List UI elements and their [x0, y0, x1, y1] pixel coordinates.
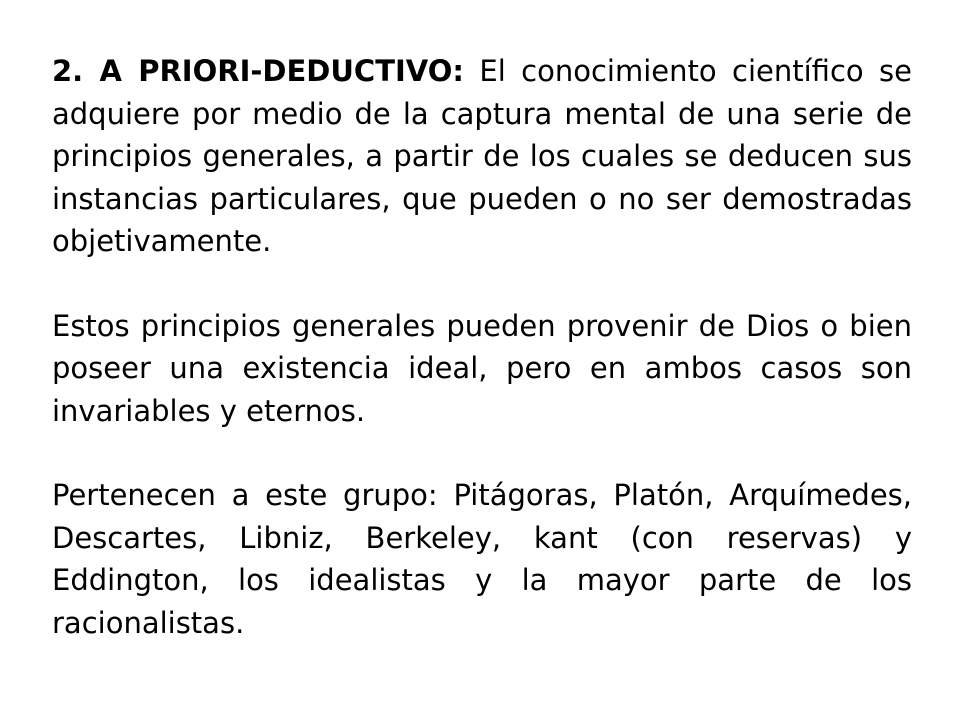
definition-text: El conocimiento científico se adquiere por medio de la captura mental de una serie de principios generales, a partir de los cuales se deducen sus instancias particulares, que pueden o no ser demostradas objetivamente. — [52, 54, 913, 258]
slide-content — [52, 50, 912, 644]
definition-paragraph — [52, 50, 912, 263]
term-heading: 2. A PRIORI-DEDUCTIVO: — [52, 54, 464, 88]
members-paragraph: Pertenecen a este grupo: Pitágoras, Platón, Arquímedes, Descartes, Libniz, Berkeley, kant (con reservas) y Eddington, los idealistas y la mayor parte de los racionalistas. — [52, 478, 912, 640]
principles-paragraph: Estos principios generales pueden provenir de Dios o bien poseer una existencia ideal, pero en ambos casos son invariables y eternos. — [52, 308, 912, 428]
